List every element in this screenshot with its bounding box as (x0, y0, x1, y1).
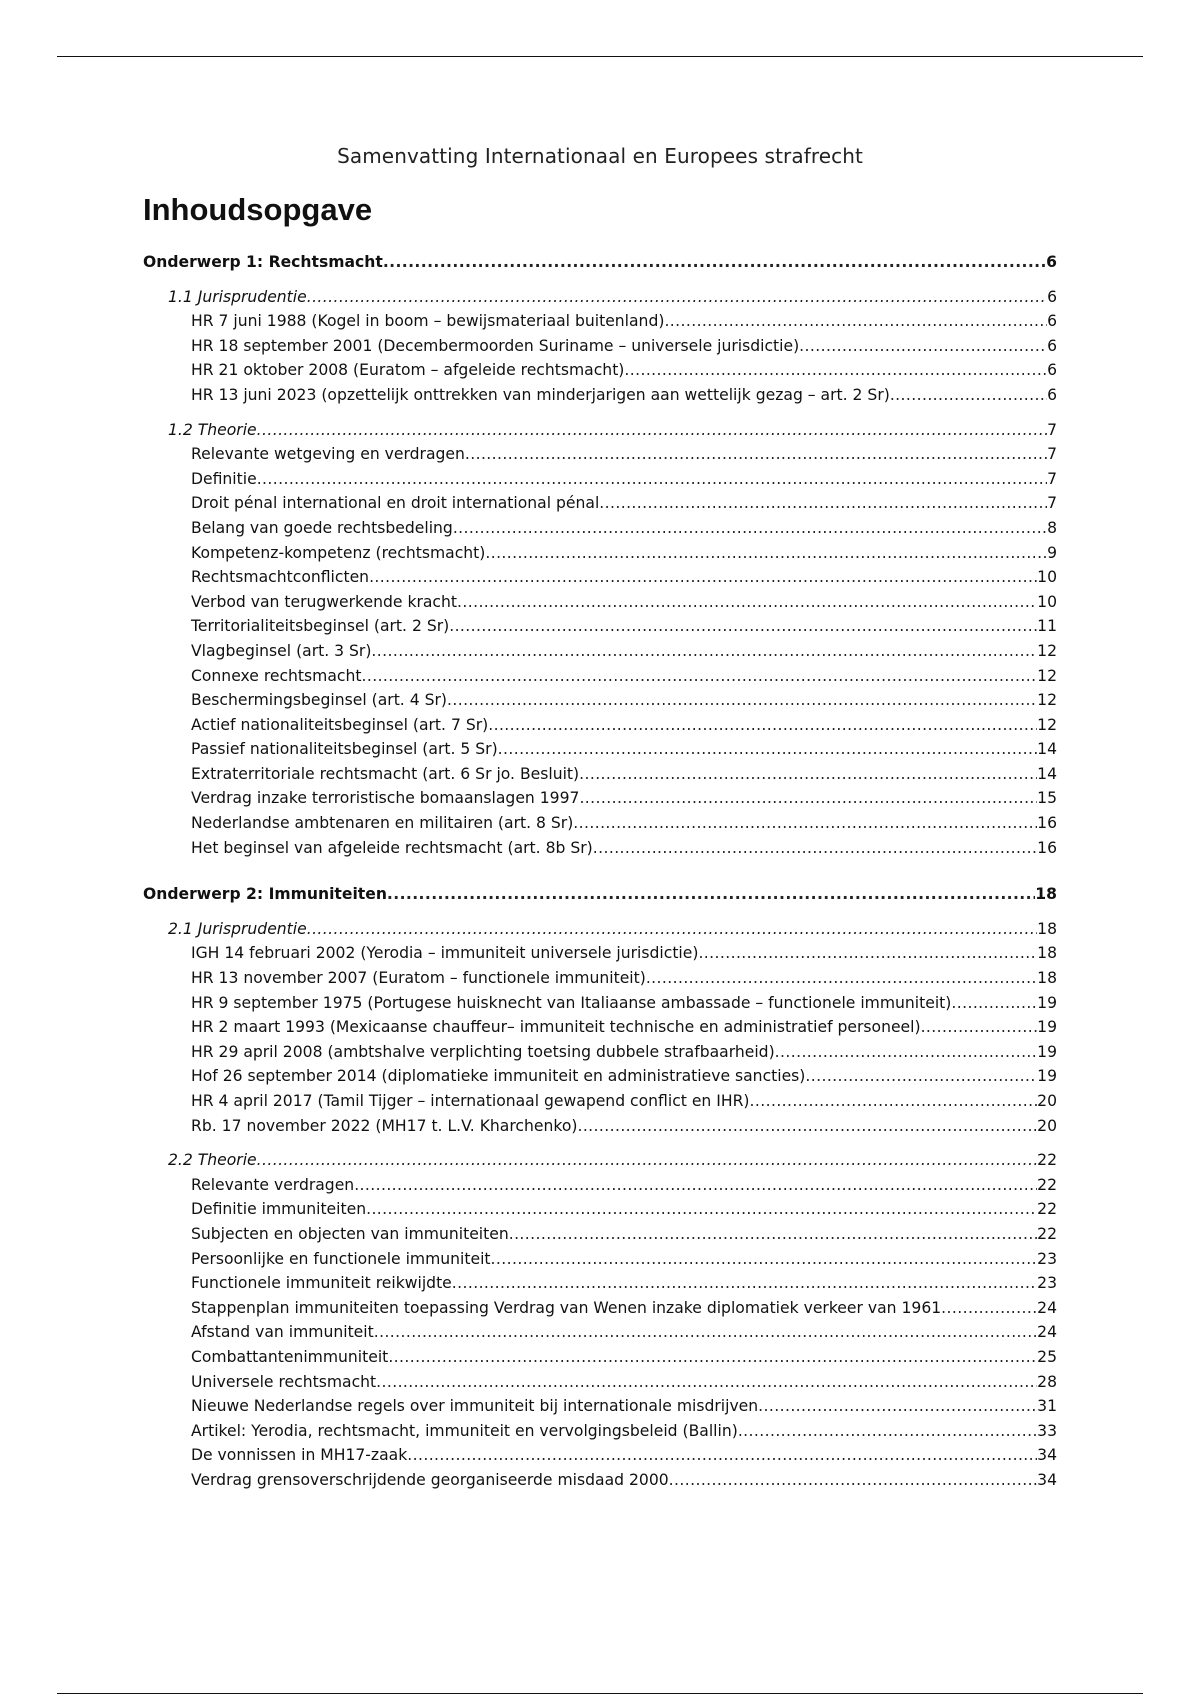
toc-entry-page: 6 (1047, 385, 1057, 404)
toc-entry[interactable] (143, 1345, 1057, 1370)
dot-leader (669, 1468, 1037, 1493)
toc-entry[interactable] (143, 442, 1057, 467)
dot-leader (388, 1345, 1037, 1370)
dot-leader (890, 383, 1047, 408)
toc-entry-page: 18 (1037, 969, 1057, 988)
toc-entry-title: HR 13 november 2007 (Euratom – functionele immuniteit) (191, 969, 646, 988)
toc-entry-page: 14 (1037, 764, 1057, 783)
toc-entry-title: Functionele immuniteit reikwijdte (191, 1274, 452, 1293)
dot-leader (491, 1247, 1038, 1272)
toc-entry-page: 25 (1037, 1347, 1057, 1366)
toc-entry[interactable] (143, 1222, 1057, 1247)
toc-entry-page: 34 (1037, 1470, 1057, 1489)
toc-entry-title: Territorialiteitsbeginsel (art. 2 Sr) (191, 617, 450, 636)
toc-entry-page: 23 (1037, 1274, 1057, 1293)
dot-leader (387, 882, 1035, 907)
toc-entry-title: Relevante verdragen (191, 1175, 355, 1194)
toc-entry[interactable] (143, 639, 1057, 664)
toc-entry-title: Persoonlijke en functionele immuniteit (191, 1249, 491, 1268)
dot-leader (354, 1173, 1037, 1198)
toc-entry[interactable] (143, 1296, 1057, 1321)
toc-entry[interactable] (143, 1197, 1057, 1222)
toc-entry-page: 20 (1037, 1092, 1057, 1110)
toc-chapter-title: Onderwerp 1: Rechtsmacht (143, 253, 383, 271)
toc-entry-title: HR 9 september 1975 (Portugese huisknecht van Italiaanse ambassade – functionele immuniteit) (191, 993, 952, 1012)
toc-entry[interactable] (143, 1064, 1057, 1089)
toc-chapter-title: Onderwerp 2: Immuniteiten (143, 885, 387, 904)
toc-subsection-page: 22 (1037, 1151, 1057, 1170)
toc-entry-title: Artikel: Yerodia, rechtsmacht, immuniteit en vervolgingsbeleid (Ballin) (191, 1421, 738, 1440)
dot-leader (941, 1296, 1037, 1321)
dot-leader (498, 737, 1038, 762)
toc-entry[interactable] (143, 966, 1057, 991)
dot-leader (758, 1394, 1037, 1419)
toc-entry-page: 16 (1037, 838, 1057, 857)
toc-entry-page: 6 (1047, 336, 1057, 355)
toc-entry-title: HR 7 juni 1988 (Kogel in boom – bewijsmateriaal buitenland) (191, 312, 665, 331)
dot-leader (579, 786, 1037, 811)
toc-chapter[interactable] (143, 250, 1057, 275)
toc-entry[interactable] (143, 1040, 1057, 1065)
toc-entry-title: HR 4 april 2017 (Tamil Tijger – internationaal gewapend conflict en IHR) (191, 1092, 750, 1110)
toc-entry-title: Beschermingsbeginsel (art. 4 Sr) (191, 691, 447, 710)
toc-entry-page: 19 (1037, 1018, 1057, 1037)
toc-entry[interactable] (143, 1089, 1057, 1114)
toc-entry-title: Vlagbeginsel (art. 3 Sr) (191, 641, 372, 660)
toc-entry[interactable] (143, 664, 1057, 689)
toc-entry[interactable] (143, 836, 1057, 861)
toc-entry-title: Belang van goede rechtsbedeling (191, 518, 453, 537)
toc-entry-title: Extraterritoriale rechtsmacht (art. 6 Sr jo. Besluit) (191, 764, 580, 783)
toc-entry[interactable] (143, 1394, 1057, 1419)
dot-leader (599, 491, 1047, 516)
toc-entry-page: 33 (1037, 1421, 1057, 1440)
document-title: Samenvatting Internationaal en Europees strafrecht (337, 144, 863, 168)
toc-entry-page: 6 (1047, 361, 1057, 380)
toc-entry-page: 22 (1037, 1224, 1057, 1243)
toc-entry-title: HR 29 april 2008 (ambtshalve verplichting toetsing dubbele strafbaarheid) (191, 1042, 775, 1061)
toc-subsection-title: 1.1 Jurisprudentie (168, 287, 307, 306)
toc-entry-page: 31 (1037, 1397, 1057, 1416)
toc-entry[interactable] (143, 1247, 1057, 1272)
toc-entry-title: Afstand van immuniteit (191, 1323, 374, 1342)
toc-entry-page: 24 (1037, 1298, 1057, 1317)
table-of-contents (143, 250, 1057, 1493)
toc-entry-page: 24 (1037, 1323, 1057, 1342)
dot-leader (509, 1222, 1037, 1247)
toc-subsection[interactable] (143, 917, 1057, 942)
dot-leader (376, 1370, 1037, 1395)
toc-entry-page: 22 (1037, 1175, 1057, 1194)
toc-entry[interactable] (143, 334, 1057, 359)
toc-section (143, 882, 1057, 1492)
toc-entry[interactable] (143, 941, 1057, 966)
toc-entry[interactable] (143, 358, 1057, 383)
dot-leader (799, 334, 1047, 359)
dot-leader (750, 1089, 1038, 1114)
toc-entry[interactable] (143, 1320, 1057, 1345)
toc-entry-title: Connexe rechtsmacht (191, 666, 362, 685)
toc-entry-page: 8 (1047, 518, 1057, 537)
toc-entry-page: 12 (1037, 666, 1057, 685)
toc-entry[interactable] (143, 565, 1057, 590)
toc-entry-page: 16 (1037, 814, 1057, 833)
toc-entry[interactable] (143, 309, 1057, 334)
toc-entry-title: Subjecten en objecten van immuniteiten (191, 1224, 509, 1243)
toc-heading: Inhoudsopgave (143, 192, 373, 227)
toc-entry-page: 20 (1037, 1116, 1057, 1135)
toc-entry[interactable] (143, 991, 1057, 1016)
dot-leader (457, 590, 1037, 615)
toc-entry-page: 12 (1037, 715, 1057, 734)
dot-leader (453, 516, 1047, 541)
toc-entry-title: Verbod van terugwerkende kracht (191, 592, 458, 611)
toc-entry-page: 12 (1037, 641, 1057, 660)
toc-entry[interactable] (143, 1443, 1057, 1468)
dot-leader (951, 991, 1037, 1016)
dot-leader (593, 836, 1037, 861)
toc-entry-title: De vonnissen in MH17-zaak (191, 1446, 408, 1465)
toc-entry-page: 11 (1037, 617, 1057, 636)
toc-entry-title: Droit pénal international en droit international pénal (191, 494, 600, 513)
toc-entry[interactable] (143, 1419, 1057, 1444)
toc-entry-title: Stappenplan immuniteiten toepassing Verdrag van Wenen inzake diplomatiek verkeer van 1961 (191, 1298, 942, 1317)
dot-leader (452, 1271, 1037, 1296)
toc-entry-page: 12 (1037, 691, 1057, 710)
toc-entry-page: 15 (1037, 789, 1057, 808)
toc-entry-title: Universele rechtsmacht (191, 1372, 377, 1391)
dot-leader (664, 309, 1047, 334)
toc-entry-title: Definitie immuniteiten (191, 1200, 367, 1219)
toc-entry-title: Definitie (191, 469, 257, 488)
toc-entry[interactable] (143, 516, 1057, 541)
toc-section (143, 250, 1057, 860)
toc-entry-title: Rb. 17 november 2022 (MH17 t. L.V. Kharchenko) (191, 1116, 578, 1135)
dot-leader (369, 565, 1037, 590)
toc-subsection-title: 2.1 Jurisprudentie (168, 919, 307, 938)
dot-leader (805, 1064, 1037, 1089)
toc-entry-page: 10 (1037, 592, 1057, 611)
dot-leader (362, 664, 1038, 689)
dot-leader (485, 541, 1047, 566)
toc-subsection[interactable] (143, 418, 1057, 443)
toc-entry[interactable] (143, 688, 1057, 713)
dot-leader (921, 1015, 1038, 1040)
toc-entry[interactable] (143, 1114, 1057, 1139)
toc-entry[interactable] (143, 1271, 1057, 1296)
toc-entry-title: Verdrag grensoverschrijdende georganiseerde misdaad 2000 (191, 1470, 669, 1489)
toc-entry[interactable] (143, 1468, 1057, 1493)
toc-entry-title: Actief nationaliteitsbeginsel (art. 7 Sr) (191, 715, 489, 734)
toc-entry-page: 18 (1037, 944, 1057, 963)
dot-leader (257, 418, 1047, 443)
toc-entry-title: HR 21 oktober 2008 (Euratom – afgeleide rechtsmacht) (191, 361, 625, 380)
toc-chapter-page: 6 (1046, 253, 1057, 271)
toc-entry[interactable] (143, 811, 1057, 836)
dot-leader (488, 713, 1037, 738)
toc-entry-title: Relevante wetgeving en verdragen (191, 445, 465, 464)
toc-entry-page: 10 (1037, 568, 1057, 587)
toc-entry-title: Verdrag inzake terroristische bomaanslagen 1997 (191, 789, 580, 808)
toc-entry-page: 7 (1047, 494, 1057, 513)
toc-subsection[interactable] (143, 285, 1057, 310)
toc-entry[interactable] (143, 383, 1057, 408)
toc-chapter-page: 18 (1035, 885, 1057, 904)
toc-entry-title: HR 2 maart 1993 (Mexicaanse chauffeur– immuniteit technische en administratief personeel) (191, 1018, 921, 1037)
dot-leader (383, 250, 1046, 275)
toc-entry-title: Kompetenz-kompetenz (rechtsmacht) (191, 543, 486, 562)
toc-entry[interactable] (143, 467, 1057, 492)
dot-leader (775, 1040, 1038, 1065)
toc-entry[interactable] (143, 1015, 1057, 1040)
dot-leader (738, 1419, 1037, 1444)
toc-entry-page: 34 (1037, 1446, 1057, 1465)
dot-leader (257, 1148, 1038, 1173)
dot-leader (577, 1114, 1037, 1139)
toc-entry-title: Passief nationaliteitsbeginsel (art. 5 Sr) (191, 740, 498, 759)
dot-leader (407, 1443, 1037, 1468)
toc-entry[interactable] (143, 786, 1057, 811)
toc-entry-page: 19 (1037, 1042, 1057, 1061)
toc-entry-title: HR 18 september 2001 (Decembermoorden Suriname – universele jurisdictie) (191, 336, 800, 355)
toc-chapter[interactable] (143, 882, 1057, 907)
toc-entry-title: HR 13 juni 2023 (opzettelijk onttrekken van minderjarigen aan wettelijk gezag – art. 2 Sr) (191, 385, 890, 404)
toc-subsection-title: 1.2 Theorie (168, 420, 257, 439)
toc-entry[interactable] (143, 713, 1057, 738)
dot-leader (307, 285, 1047, 310)
toc-subsection[interactable] (143, 1148, 1057, 1173)
toc-subsection-title: 2.2 Theorie (168, 1151, 257, 1170)
toc-entry[interactable] (143, 614, 1057, 639)
toc-entry-page: 14 (1037, 740, 1057, 759)
toc-entry-title: Het beginsel van afgeleide rechtsmacht (art. 8b Sr) (191, 838, 593, 857)
toc-entry-title: Combattantenimmuniteit (191, 1347, 389, 1366)
toc-entry[interactable] (143, 541, 1057, 566)
dot-leader (624, 358, 1047, 383)
toc-entry-page: 9 (1047, 543, 1057, 562)
dot-leader (449, 614, 1037, 639)
toc-entry-page: 7 (1047, 445, 1057, 464)
toc-entry-page: 28 (1037, 1372, 1057, 1391)
footer-rule (57, 1693, 1143, 1694)
toc-subsection-page: 6 (1047, 287, 1057, 306)
toc-entry-page: 22 (1037, 1200, 1057, 1219)
toc-entry-title: Nieuwe Nederlandse regels over immuniteit bij internationale misdrijven (191, 1397, 759, 1416)
toc-entry-title: IGH 14 februari 2002 (Yerodia – immuniteit universele jurisdictie) (191, 944, 699, 963)
dot-leader (579, 762, 1037, 787)
toc-subsection-page: 18 (1037, 919, 1057, 938)
toc-entry[interactable] (143, 762, 1057, 787)
dot-leader (465, 442, 1047, 467)
toc-subsection-page: 7 (1047, 420, 1057, 439)
dot-leader (698, 941, 1037, 966)
toc-entry-page: 19 (1037, 1067, 1057, 1086)
toc-entry[interactable] (143, 1370, 1057, 1395)
dot-leader (366, 1197, 1037, 1222)
dot-leader (573, 811, 1037, 836)
toc-entry[interactable] (143, 590, 1057, 615)
dot-leader (646, 966, 1037, 991)
toc-entry-title: Hof 26 september 2014 (diplomatieke immuniteit en administratieve sancties) (191, 1067, 806, 1086)
dot-leader (371, 639, 1037, 664)
toc-entry[interactable] (143, 1173, 1057, 1198)
toc-entry-page: 7 (1047, 469, 1057, 488)
toc-entry[interactable] (143, 737, 1057, 762)
toc-entry-page: 19 (1037, 993, 1057, 1012)
toc-entry-title: Nederlandse ambtenaren en militairen (art. 8 Sr) (191, 814, 574, 833)
dot-leader (257, 467, 1047, 492)
toc-entry-page: 23 (1037, 1249, 1057, 1268)
header-rule (57, 56, 1143, 57)
toc-entry-title: Rechtsmachtconflicten (191, 568, 370, 587)
toc-entry-page: 6 (1047, 312, 1057, 331)
dot-leader (307, 917, 1037, 942)
dot-leader (374, 1320, 1037, 1345)
dot-leader (447, 688, 1037, 713)
toc-entry[interactable] (143, 491, 1057, 516)
